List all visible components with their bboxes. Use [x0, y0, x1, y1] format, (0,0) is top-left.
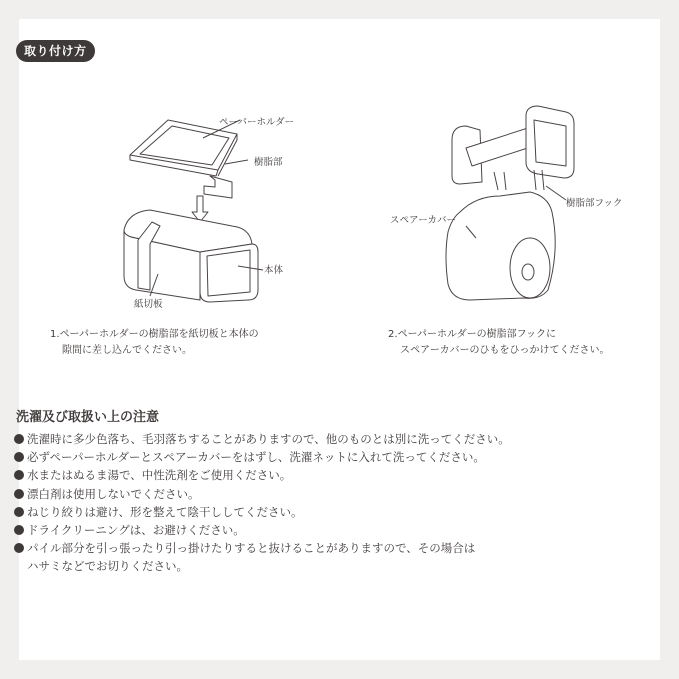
- note-text: パイル部分を引っ張ったり引っ掛けたりすると抜けることがありますので、その場合は: [27, 541, 476, 556]
- step-2-caption: [388, 327, 610, 359]
- bullet-icon: [14, 489, 24, 499]
- note-item: [13, 485, 510, 503]
- insert-arrow: [192, 196, 208, 222]
- label-body: 本体: [264, 265, 284, 276]
- section-title-badge: 取り付け方: [16, 40, 95, 62]
- label-resin-hook: 樹脂部フック: [566, 198, 623, 209]
- holder-front: [526, 106, 574, 178]
- note-item: [13, 521, 510, 539]
- leader-resin: [225, 160, 248, 164]
- step-2-line-1: 2.ペーパーホルダーの樹脂部フックに: [388, 329, 556, 340]
- label-cutting-plate: 紙切板: [134, 299, 163, 310]
- step-1-caption: [50, 327, 259, 359]
- bullet-icon: [14, 507, 24, 517]
- note-item: [13, 539, 510, 575]
- step-1-line-1: 1.ペーパーホルダーの樹脂部を紙切板と本体の: [50, 329, 259, 340]
- label-spare-cover: スペアーカバー: [390, 215, 457, 226]
- bullet-icon: [14, 543, 24, 553]
- note-item: [13, 466, 510, 484]
- leader-resin-hook: [546, 186, 566, 200]
- bullet-icon: [14, 452, 24, 462]
- resin-part: [204, 176, 232, 198]
- note-text: 洗濯時に多少色落ち、毛羽落ちすることがありますので、他のものとは別に洗ってください。: [27, 432, 510, 446]
- note-text: 必ずペーパーホルダーとスペアーカバーをはずし、洗濯ネットに入れて洗ってください。: [27, 450, 485, 465]
- note-text: ねじり絞りは避け、形を整えて陰干ししてください。: [27, 504, 303, 519]
- note-text: ハサミなどでお切りください。: [27, 559, 188, 574]
- roll-core: [522, 264, 534, 280]
- notes-list: [13, 430, 510, 576]
- note-item: [13, 448, 510, 466]
- label-resin-part: 樹脂部: [254, 157, 283, 168]
- figure-2-illustration: [446, 106, 574, 300]
- note-text: ドライクリーニングは、お避けください。: [27, 523, 245, 538]
- resin-hook-left: [494, 172, 506, 190]
- step-2-line-2: スペアーカバーのひもをひっかけてください。: [400, 345, 610, 356]
- bullet-icon: [14, 434, 24, 444]
- bullet-icon: [14, 470, 24, 480]
- label-paper-holder: ペーパーホルダー: [219, 117, 295, 128]
- note-item: [13, 503, 510, 521]
- step-1-line-2: 隙間に差し込んでください。: [62, 345, 192, 356]
- note-text: 水またはぬるま湯で、中性洗剤をご使用ください。: [27, 468, 292, 483]
- note-item: [13, 430, 510, 448]
- note-text: 漂白剤は使用しないでください。: [27, 486, 200, 501]
- notes-title: 洗濯及び取扱い上の注意: [16, 410, 160, 425]
- bullet-icon: [14, 525, 24, 535]
